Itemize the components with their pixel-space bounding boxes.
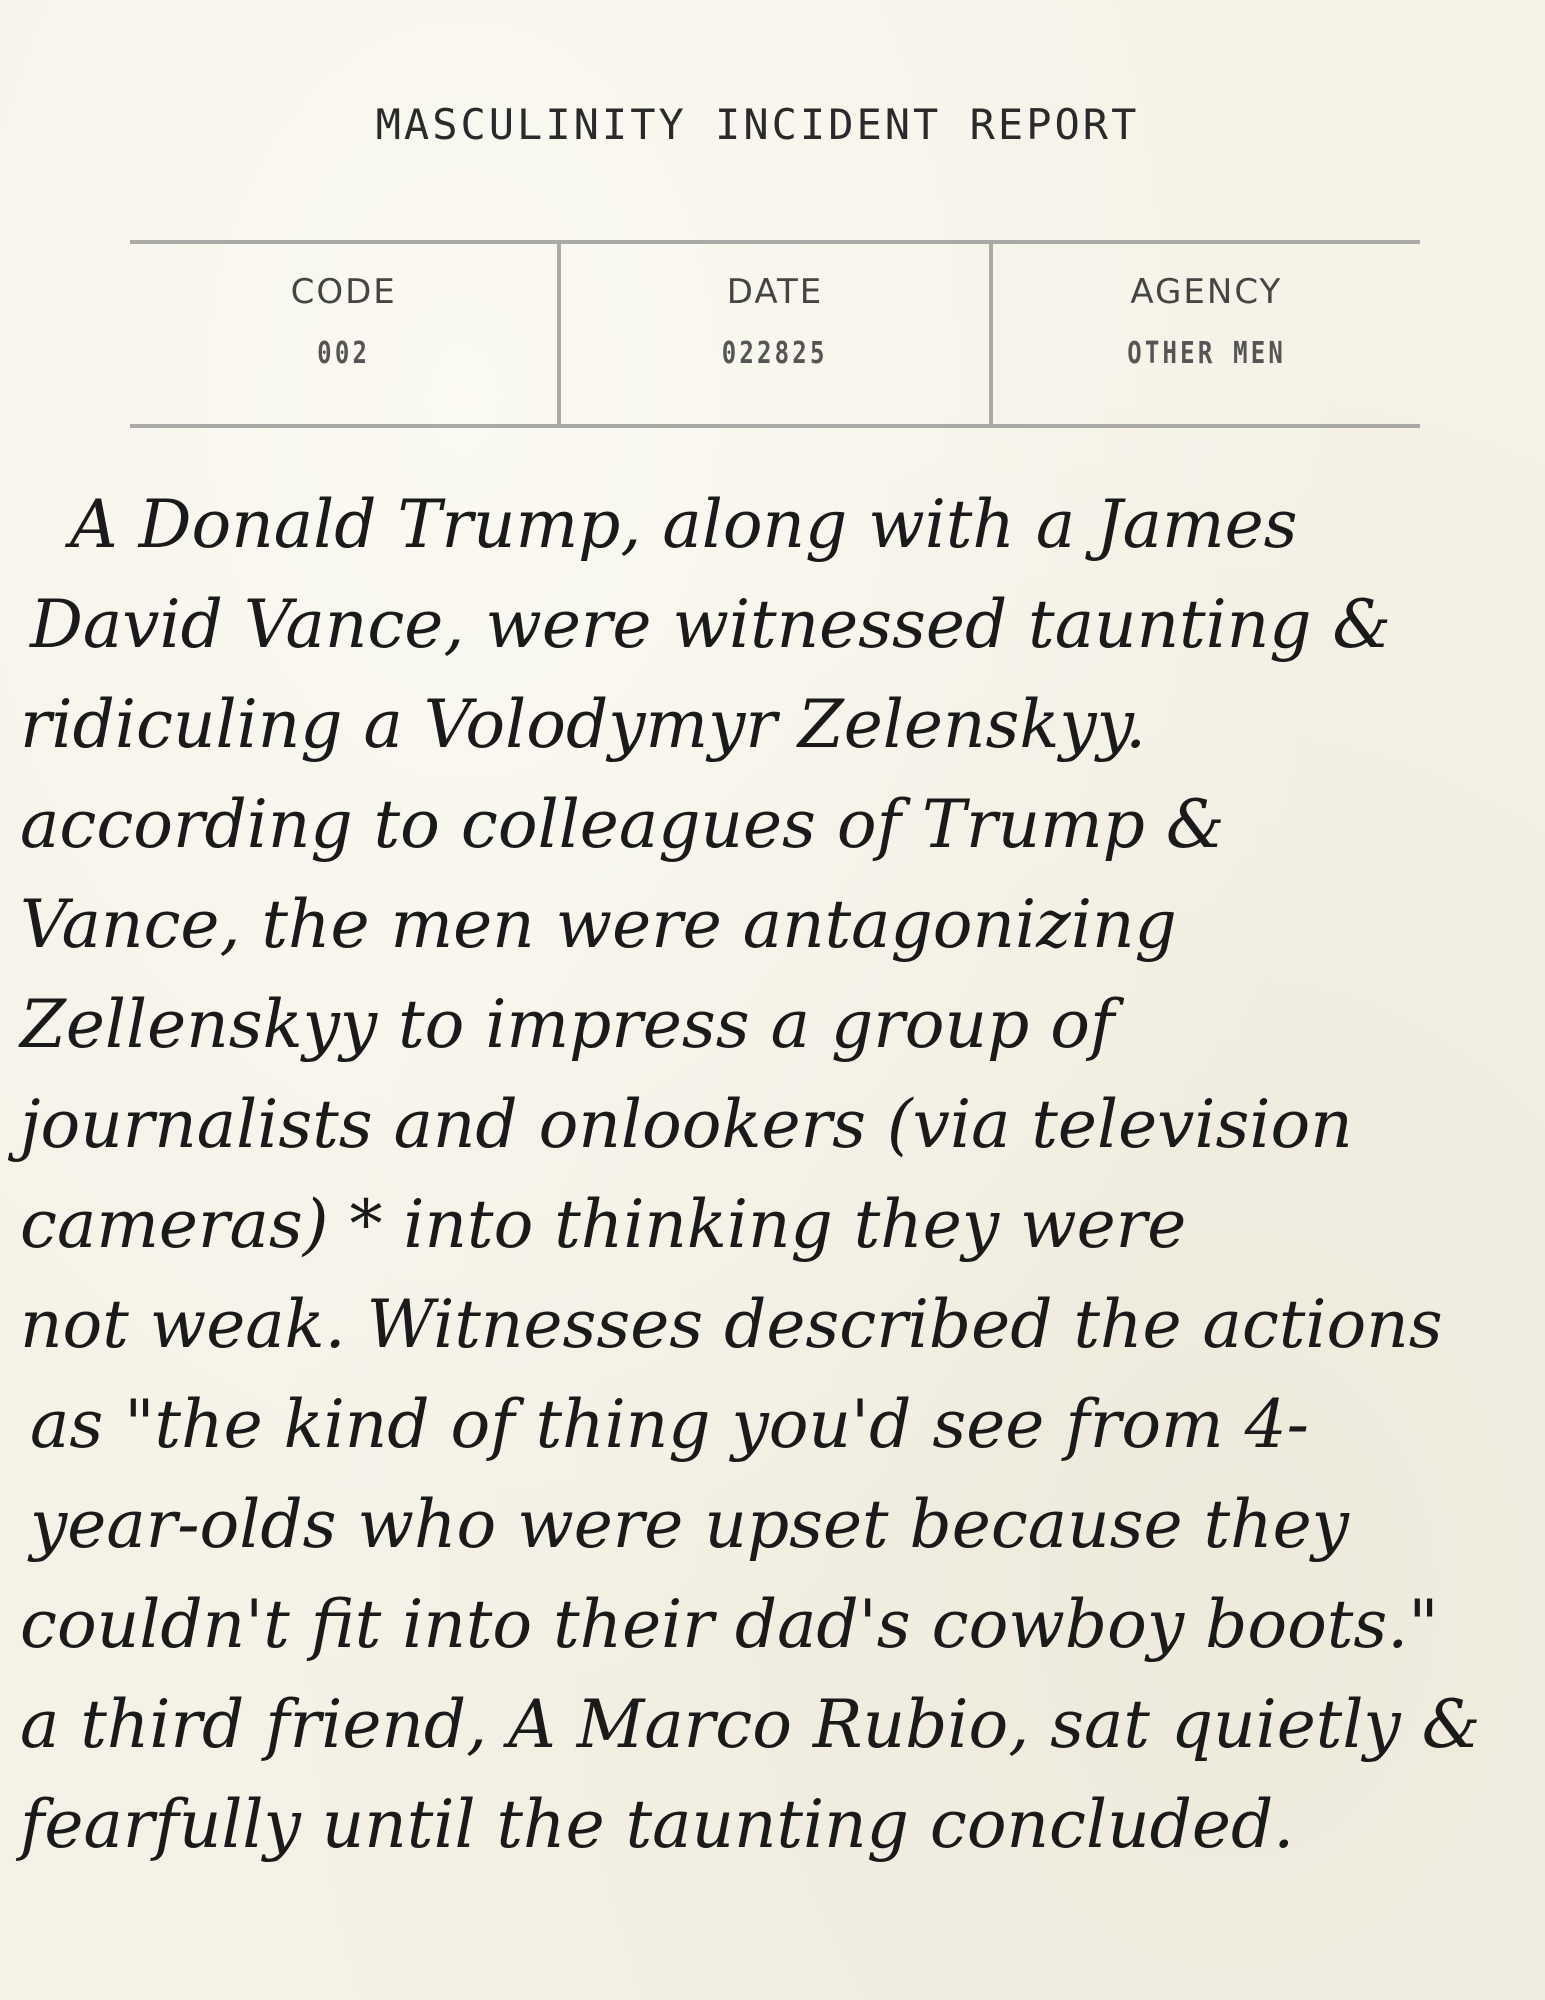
narrative-line: a third friend, A Marco Rubio, sat quietly & (20, 1686, 1481, 1763)
narrative-line: fearfully until the taunting concluded. (20, 1786, 1295, 1863)
narrative-line: ridiculing a Volodymyr Zelenskyy. (20, 686, 1147, 763)
narrative-line: year-olds who were upset because they (30, 1486, 1349, 1563)
agency-cell (989, 244, 1420, 424)
narrative-line: as "the kind of thing you'd see from 4- (30, 1386, 1309, 1463)
narrative-line: David Vance, were witnessed taunting & (30, 586, 1392, 663)
report-title: MASCULINITY INCIDENT REPORT (375, 100, 1140, 149)
narrative-line: journalists and onlookers (via television (20, 1086, 1353, 1163)
narrative-line: Zellenskyy to impress a group of (20, 986, 1115, 1063)
date-label: DATE (726, 272, 824, 312)
narrative-line: cameras) * into thinking they were (20, 1186, 1187, 1263)
code-value: 002 (317, 336, 371, 371)
date-cell (557, 244, 988, 424)
date-value: 022825 (722, 336, 828, 371)
agency-value: OTHER MEN (1126, 336, 1286, 371)
report-header-fields (130, 240, 1420, 428)
narrative-line: not weak. Witnesses described the actions (20, 1286, 1443, 1363)
code-label: CODE (290, 272, 397, 312)
narrative-line: couldn't fit into their dad's cowboy boots." (20, 1586, 1439, 1663)
narrative-line: A Donald Trump, along with a James (70, 486, 1298, 563)
narrative-line: Vance, the men were antagonizing (20, 886, 1177, 963)
code-cell (130, 244, 557, 424)
narrative-line: according to colleagues of Trump & (20, 786, 1225, 863)
agency-label: AGENCY (1130, 272, 1283, 312)
